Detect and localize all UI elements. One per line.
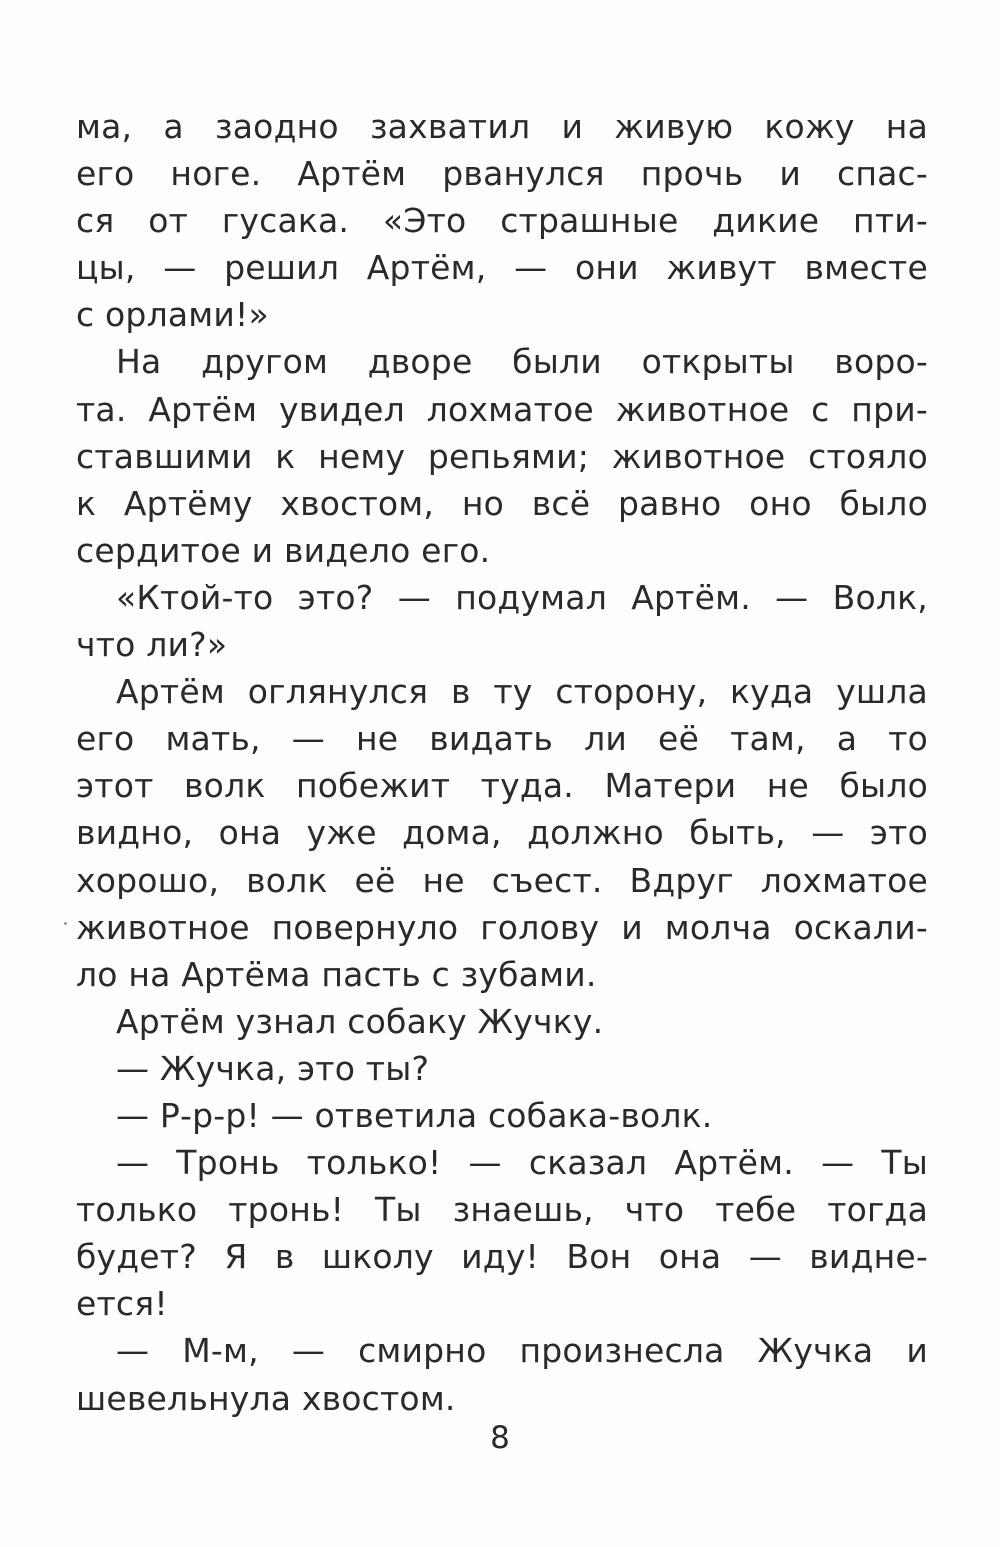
text-line: Артём узнал собаку Жучку.	[116, 1001, 604, 1041]
text-line: только тронь! Ты знаешь, что тебе тогда	[76, 1190, 928, 1230]
print-speck	[64, 922, 67, 925]
text-line: ется!	[76, 1284, 168, 1324]
text-line: видно, она уже дома, должно быть, — это	[76, 813, 928, 853]
text-line: ло на Артёма пасть с зубами.	[76, 954, 597, 994]
text-line: — Р-р-р! — ответила собака-волк.	[116, 1095, 713, 1135]
text-line: хорошо, волк её не съест. Вдруг лохматое	[76, 860, 928, 900]
text-line: — Тронь только! — сказал Артём. — Ты	[116, 1143, 928, 1183]
text-line: цы, — решил Артём, — они живут вместе	[76, 248, 928, 288]
text-line: к Артёму хвостом, но всё равно оно было	[76, 483, 928, 523]
page-number: 8	[490, 1420, 510, 1456]
text-line: этот волк побежит туда. Матери не было	[76, 766, 928, 806]
text-line: Артём оглянулся в ту сторону, куда ушла	[116, 672, 928, 712]
body-text	[76, 103, 928, 1422]
text-line: та. Артём увидел лохматое животное с при-	[76, 389, 928, 429]
text-line: будет? Я в школу иду! Вон она — видне-	[76, 1237, 928, 1277]
text-line: что ли?»	[76, 625, 228, 665]
text-line: — М-м, — смирно произнесла Жучка и	[116, 1331, 928, 1371]
text-line: ставшими к нему репьями; животное стояло	[76, 436, 928, 476]
text-line: — Жучка, это ты?	[116, 1048, 430, 1088]
text-line: ся от гусака. «Это страшные дикие пти-	[76, 201, 928, 241]
text-line: сердитое и видело его.	[76, 530, 491, 570]
text-line: ма, а заодно захватил и живую кожу на	[76, 107, 928, 146]
text-line: «Ктой-то это? — подумал Артём. — Волк,	[116, 577, 928, 617]
text-line: его ноге. Артём рванулся прочь и спас-	[76, 154, 928, 194]
text-line: шевельнула хвостом.	[76, 1378, 456, 1418]
text-line: На другом дворе были открыты воро-	[116, 342, 928, 382]
text-line: его мать, — не видать ли её там, а то	[76, 719, 928, 759]
text-line: животное повернуло голову и молча оскали-	[76, 907, 928, 947]
text-line: с орлами!»	[76, 295, 269, 335]
